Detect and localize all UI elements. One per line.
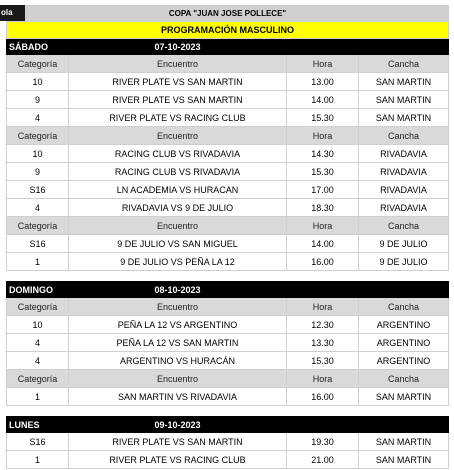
subtitle-row: [7, 22, 449, 39]
match-row: [7, 235, 449, 253]
cell-categoria[interactable]: S16: [7, 433, 69, 451]
match-row: [7, 145, 449, 163]
cell-hora[interactable]: 15.30: [287, 352, 359, 370]
header-cancha[interactable]: Cancha: [359, 298, 449, 316]
cell-categoria[interactable]: 9: [7, 91, 69, 109]
cell-cancha[interactable]: ARGENTINO: [359, 352, 449, 370]
match-row: [7, 163, 449, 181]
column-header-row: [7, 127, 449, 145]
column-header-row: [7, 298, 449, 316]
cell-cancha[interactable]: ARGENTINO: [359, 316, 449, 334]
spacer-row: [7, 271, 449, 282]
day-header-blank: [359, 39, 449, 55]
cell-categoria[interactable]: 4: [7, 334, 69, 352]
cell-cancha[interactable]: RIVADAVIA: [359, 163, 449, 181]
cell-encuentro[interactable]: SAN MARTIN VS RIVADAVIA: [69, 388, 287, 406]
column-header-row: [7, 55, 449, 73]
cell-encuentro[interactable]: PEÑA LA 12 VS ARGENTINO: [69, 316, 287, 334]
cell-encuentro[interactable]: RACING CLUB VS RIVADAVIA: [69, 145, 287, 163]
cell-categoria[interactable]: S16: [7, 181, 69, 199]
cell-cancha[interactable]: RIVADAVIA: [359, 199, 449, 217]
cell-encuentro[interactable]: RIVER PLATE VS SAN MARTIN: [69, 91, 287, 109]
cell-encuentro[interactable]: ARGENTINO VS HURACÁN: [69, 352, 287, 370]
cell-encuentro[interactable]: RACING CLUB VS RIVADAVIA: [69, 163, 287, 181]
day-header-blank: [359, 282, 449, 298]
column-header-row: [7, 217, 449, 235]
header-cancha[interactable]: Cancha: [359, 370, 449, 388]
header-hora[interactable]: Hora: [287, 370, 359, 388]
spacer-row: [7, 406, 449, 417]
cell-encuentro[interactable]: RIVER PLATE VS RACING CLUB: [69, 109, 287, 127]
title-row: [7, 6, 449, 22]
day-header-blank: [287, 39, 359, 55]
match-row: [7, 352, 449, 370]
cell-cancha[interactable]: SAN MARTIN: [359, 388, 449, 406]
day-name[interactable]: DOMINGO: [7, 282, 69, 298]
cell-cancha[interactable]: SAN MARTIN: [359, 91, 449, 109]
cell-encuentro[interactable]: RIVER PLATE VS SAN MARTIN: [69, 73, 287, 91]
cell-cancha[interactable]: ARGENTINO: [359, 334, 449, 352]
cell-categoria[interactable]: 1: [7, 253, 69, 271]
cell-categoria[interactable]: 10: [7, 73, 69, 91]
cell-cancha[interactable]: SAN MARTIN: [359, 73, 449, 91]
match-row: [7, 91, 449, 109]
cell-hora[interactable]: 19.30: [287, 433, 359, 451]
tournament-title[interactable]: COPA "JUAN JOSE POLLECE": [7, 6, 449, 22]
cell-encuentro[interactable]: 9 DE JULIO VS SAN MIGUEL: [69, 235, 287, 253]
match-row: [7, 451, 449, 469]
cell-cancha[interactable]: 9 DE JULIO: [359, 235, 449, 253]
cell-hora[interactable]: 14.30: [287, 145, 359, 163]
day-name[interactable]: SÁBADO: [7, 39, 69, 55]
cell-categoria[interactable]: 4: [7, 109, 69, 127]
cell-hora[interactable]: 15.30: [287, 109, 359, 127]
header-categoria[interactable]: Categoría: [7, 298, 69, 316]
cell-categoria[interactable]: 4: [7, 352, 69, 370]
spacer-cell: [7, 406, 449, 417]
header-categoria[interactable]: Categoría: [7, 217, 69, 235]
cell-hora[interactable]: 16.00: [287, 253, 359, 271]
header-hora[interactable]: Hora: [287, 298, 359, 316]
schedule-table: [6, 5, 449, 469]
header-encuentro[interactable]: Encuentro: [69, 217, 287, 235]
match-row: [7, 109, 449, 127]
header-hora[interactable]: Hora: [287, 217, 359, 235]
header-cancha[interactable]: Cancha: [359, 127, 449, 145]
cell-encuentro[interactable]: RIVER PLATE VS SAN MARTIN: [69, 433, 287, 451]
day-header-row: [7, 417, 449, 433]
cell-categoria[interactable]: 10: [7, 145, 69, 163]
day-header-blank: [287, 282, 359, 298]
cell-hora[interactable]: 13.30: [287, 334, 359, 352]
header-encuentro[interactable]: Encuentro: [69, 127, 287, 145]
day-header-blank: [287, 417, 359, 433]
program-subtitle[interactable]: PROGRAMACIÓN MASCULINO: [7, 22, 449, 39]
header-encuentro[interactable]: Encuentro: [69, 370, 287, 388]
cell-categoria[interactable]: 1: [7, 388, 69, 406]
cell-hora[interactable]: 16.00: [287, 388, 359, 406]
cell-hora[interactable]: 14.00: [287, 235, 359, 253]
match-row: [7, 433, 449, 451]
header-encuentro[interactable]: Encuentro: [69, 298, 287, 316]
cell-categoria[interactable]: S16: [7, 235, 69, 253]
cell-encuentro[interactable]: RIVER PLATE VS RACING CLUB: [69, 451, 287, 469]
cell-cancha[interactable]: SAN MARTIN: [359, 451, 449, 469]
cell-cancha[interactable]: RIVADAVIA: [359, 145, 449, 163]
header-categoria[interactable]: Categoría: [7, 370, 69, 388]
cell-encuentro[interactable]: LN ACADEMIA VS HURACAN: [69, 181, 287, 199]
header-categoria[interactable]: Categoría: [7, 127, 69, 145]
match-row: [7, 388, 449, 406]
header-categoria[interactable]: Categoría: [7, 55, 69, 73]
cell-cancha[interactable]: SAN MARTIN: [359, 433, 449, 451]
match-row: [7, 253, 449, 271]
cell-hora[interactable]: 18.30: [287, 199, 359, 217]
cell-hora[interactable]: 12.30: [287, 316, 359, 334]
cell-hora[interactable]: 13.00: [287, 73, 359, 91]
header-hora[interactable]: Hora: [287, 127, 359, 145]
cell-encuentro[interactable]: 9 DE JULIO VS PEÑA LA 12: [69, 253, 287, 271]
cell-cancha[interactable]: RIVADAVIA: [359, 181, 449, 199]
day-header-row: [7, 39, 449, 55]
day-date[interactable]: 08-10-2023: [69, 282, 287, 298]
day-date[interactable]: 09-10-2023: [69, 417, 287, 433]
day-header-blank: [359, 417, 449, 433]
day-name[interactable]: LUNES: [7, 417, 69, 433]
match-row: [7, 199, 449, 217]
cell-hora[interactable]: 17.00: [287, 181, 359, 199]
header-hora[interactable]: Hora: [287, 55, 359, 73]
cell-encuentro[interactable]: PEÑA LA 12 VS SAN MARTIN: [69, 334, 287, 352]
header-cancha[interactable]: Cancha: [359, 55, 449, 73]
match-row: [7, 334, 449, 352]
cell-encuentro[interactable]: RIVADAVIA VS 9 DE JULIO: [69, 199, 287, 217]
match-row: [7, 73, 449, 91]
cell-hora[interactable]: 15.30: [287, 163, 359, 181]
sheet-tab[interactable]: ola: [0, 5, 25, 21]
header-encuentro[interactable]: Encuentro: [69, 55, 287, 73]
cell-hora[interactable]: 14.00: [287, 91, 359, 109]
cell-cancha[interactable]: 9 DE JULIO: [359, 253, 449, 271]
cell-categoria[interactable]: 1: [7, 451, 69, 469]
spacer-cell: [7, 271, 449, 282]
cell-categoria[interactable]: 4: [7, 199, 69, 217]
match-row: [7, 181, 449, 199]
cell-cancha[interactable]: SAN MARTIN: [359, 109, 449, 127]
cell-hora[interactable]: 21.00: [287, 451, 359, 469]
cell-categoria[interactable]: 10: [7, 316, 69, 334]
cell-categoria[interactable]: 9: [7, 163, 69, 181]
day-date[interactable]: 07-10-2023: [69, 39, 287, 55]
column-header-row: [7, 370, 449, 388]
day-header-row: [7, 282, 449, 298]
header-cancha[interactable]: Cancha: [359, 217, 449, 235]
match-row: [7, 316, 449, 334]
